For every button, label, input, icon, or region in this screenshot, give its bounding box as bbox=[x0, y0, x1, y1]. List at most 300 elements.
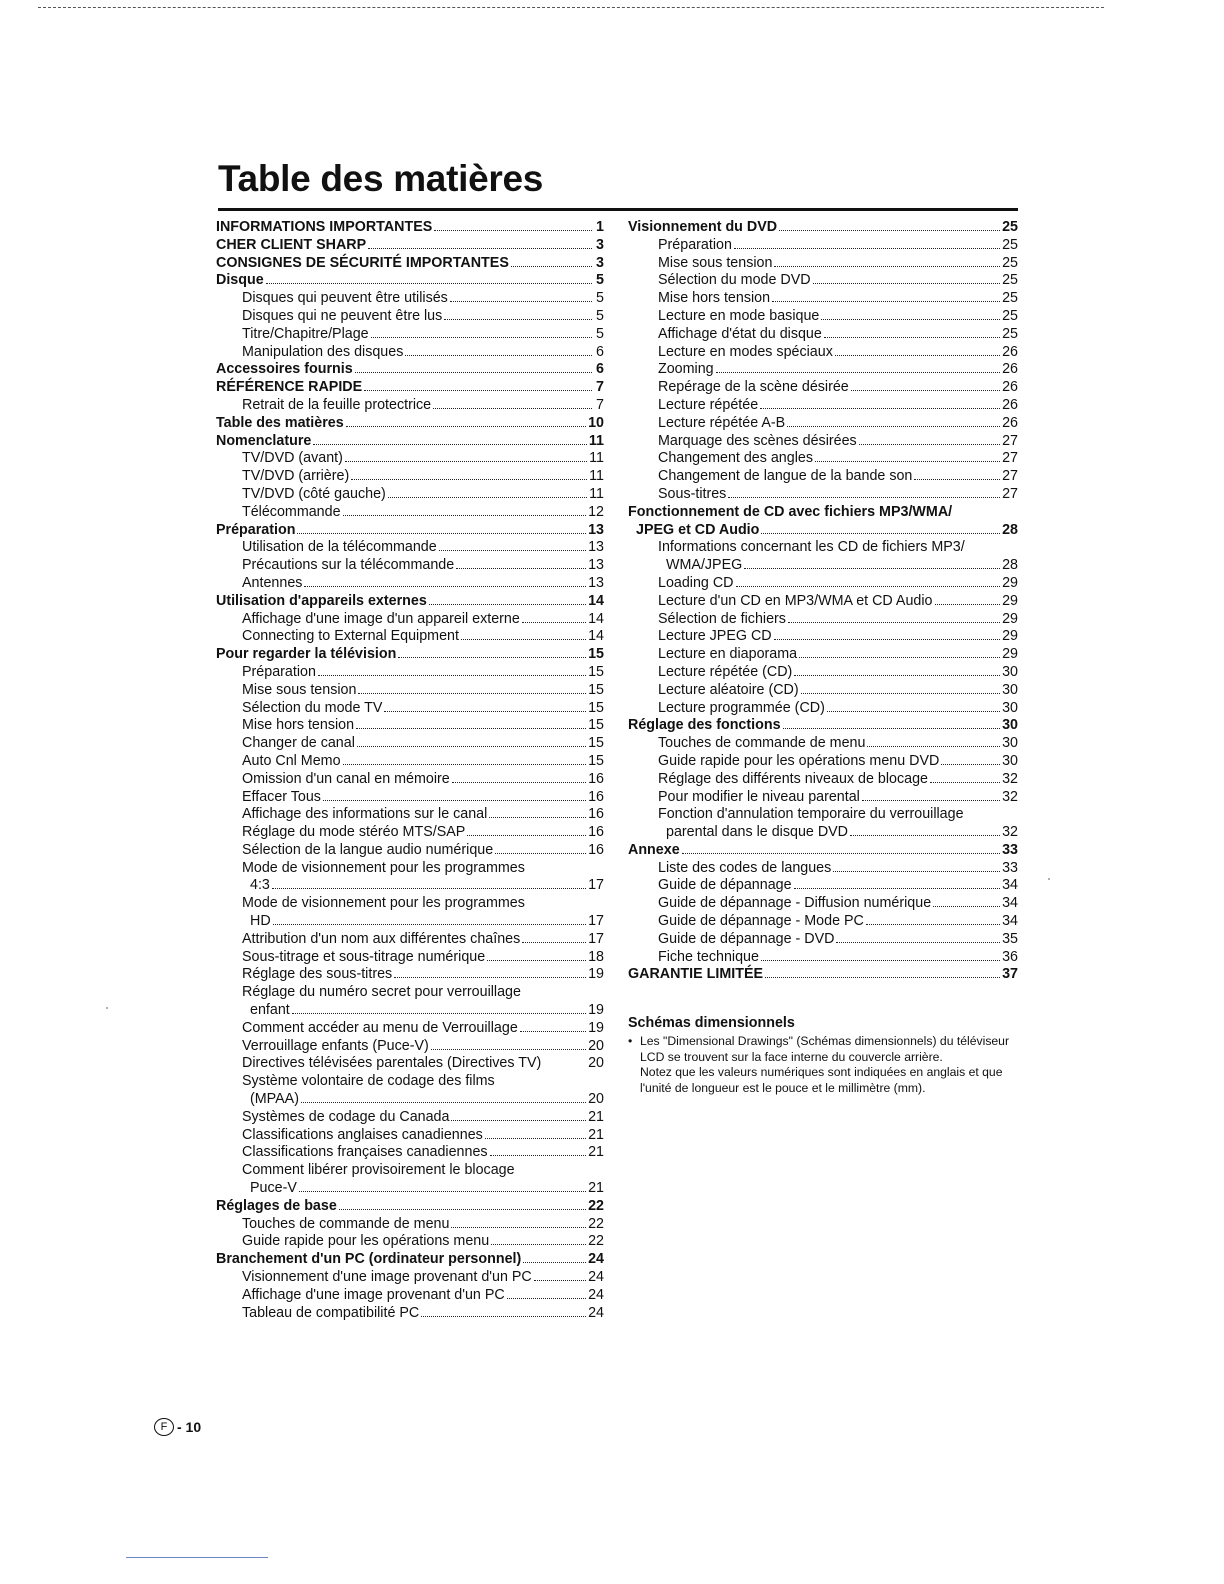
toc-entry bbox=[216, 611, 604, 629]
toc-page-number: 13 bbox=[588, 521, 604, 538]
toc-entry-label: Réglages de base bbox=[216, 1197, 337, 1214]
dot-leader bbox=[358, 693, 586, 694]
toc-entry bbox=[216, 237, 604, 255]
toc-page-number: 14 bbox=[588, 628, 604, 645]
toc-entry-label: Touches de commande de menu bbox=[658, 735, 866, 752]
toc-entry-line bbox=[242, 1127, 604, 1145]
toc-entry-label: Informations concernant les CD de fichiers MP3/ bbox=[658, 539, 965, 556]
toc-entry-line bbox=[658, 789, 1018, 807]
toc-page-number: 21 bbox=[588, 1108, 604, 1125]
toc-entry bbox=[628, 575, 1018, 593]
dot-leader bbox=[728, 497, 1000, 498]
toc-entry bbox=[216, 824, 604, 842]
toc-page-number: 22 bbox=[588, 1197, 604, 1214]
toc-page-number: 27 bbox=[1002, 485, 1018, 502]
dot-leader bbox=[266, 283, 592, 284]
toc-page-number: 16 bbox=[588, 770, 604, 787]
toc-entry-line bbox=[242, 575, 604, 593]
toc-page-number: 7 bbox=[596, 379, 604, 396]
toc-entry bbox=[216, 1251, 604, 1269]
toc-entry-last-line bbox=[628, 522, 1018, 540]
toc-entry-label: Affichage d'une image d'un appareil externe bbox=[242, 610, 520, 627]
toc-entry-label: Préparation bbox=[242, 663, 316, 680]
toc-entry-label-continued: parental dans le disque DVD bbox=[666, 824, 848, 841]
dot-leader bbox=[850, 835, 1000, 836]
toc-entry-line bbox=[658, 771, 1018, 789]
dot-leader bbox=[394, 977, 586, 978]
toc-entry-last-line bbox=[242, 1002, 604, 1020]
dot-leader bbox=[313, 444, 587, 445]
toc-entry-line bbox=[242, 1109, 604, 1127]
toc-entry bbox=[216, 664, 604, 682]
toc-entry bbox=[628, 611, 1018, 629]
toc-entry-label: Affichage des informations sur le canal bbox=[242, 806, 488, 823]
toc-entry bbox=[216, 575, 604, 593]
toc-page-number: 30 bbox=[1002, 663, 1018, 680]
toc-entry-label: Tableau de compatibilité PC bbox=[242, 1304, 420, 1321]
toc-entry bbox=[628, 361, 1018, 379]
toc-entry-label: Guide rapide pour les opérations menu DVD bbox=[658, 752, 940, 769]
toc-entry bbox=[628, 539, 1018, 575]
toc-entry-label: Omission d'un canal en mémoire bbox=[242, 770, 450, 787]
toc-entry-last-line bbox=[242, 1180, 604, 1198]
toc-entry-label: Sous-titrage et sous-titrage numérique bbox=[242, 948, 486, 965]
toc-entry-label: Utilisation d'appareils externes bbox=[216, 592, 427, 609]
toc-entry bbox=[628, 895, 1018, 913]
toc-page-number: 33 bbox=[1002, 859, 1018, 876]
dot-leader bbox=[774, 266, 1000, 267]
dot-leader bbox=[346, 426, 586, 427]
toc-entry-first-line bbox=[242, 895, 604, 913]
toc-entry-first-line bbox=[242, 1073, 604, 1091]
dot-leader bbox=[682, 853, 1000, 854]
toc-entry bbox=[628, 700, 1018, 718]
toc-page-number: 30 bbox=[1002, 699, 1018, 716]
toc-entry bbox=[216, 308, 604, 326]
toc-entry-label: Lecture aléatoire (CD) bbox=[658, 681, 799, 698]
toc-page-number: 15 bbox=[588, 681, 604, 698]
toc-entry bbox=[628, 290, 1018, 308]
toc-entry-label: TV/DVD (avant) bbox=[242, 450, 343, 467]
toc-entry-label: Liste des codes de langues bbox=[658, 859, 832, 876]
toc-page-number: 5 bbox=[596, 325, 604, 342]
toc-entry-line bbox=[216, 237, 604, 255]
toc-entry-line bbox=[216, 219, 604, 237]
page-title: Table des matières bbox=[218, 158, 544, 199]
toc-page-number: 27 bbox=[1002, 450, 1018, 467]
toc-entry-first-line bbox=[628, 504, 1018, 522]
toc-entry-line bbox=[658, 877, 1018, 895]
toc-entry-label: Lecture répétée A-B bbox=[658, 414, 786, 431]
toc-page-number: 32 bbox=[1002, 770, 1018, 787]
toc-entry-line bbox=[658, 860, 1018, 878]
dot-leader bbox=[292, 1013, 586, 1014]
toc-entry-label: Préparation bbox=[216, 521, 296, 538]
toc-entry-label: Réglage des fonctions bbox=[628, 717, 781, 734]
toc-page-number: 16 bbox=[588, 841, 604, 858]
toc-page-number: 22 bbox=[588, 1233, 604, 1250]
toc-page-number: 32 bbox=[1002, 788, 1018, 805]
toc-entry bbox=[216, 1162, 604, 1198]
toc-page-number: 5 bbox=[596, 272, 604, 289]
toc-entry bbox=[628, 717, 1018, 735]
toc-entry-label: Préparation bbox=[658, 236, 732, 253]
toc-entry-line bbox=[216, 1251, 604, 1269]
toc-entry-label: Nomenclature bbox=[216, 432, 312, 449]
dot-leader bbox=[794, 888, 1001, 889]
toc-entry-line bbox=[242, 771, 604, 789]
toc-entry-label: Lecture en mode basique bbox=[658, 307, 820, 324]
toc-entry bbox=[216, 1198, 604, 1216]
toc-entry-line bbox=[242, 344, 604, 362]
toc-entry bbox=[216, 326, 604, 344]
toc-entry bbox=[216, 1109, 604, 1127]
dot-leader bbox=[301, 1102, 586, 1103]
toc-entry-line bbox=[658, 308, 1018, 326]
bottom-rule bbox=[126, 1557, 268, 1558]
toc-page-number: 25 bbox=[1002, 325, 1018, 342]
toc-entry bbox=[216, 539, 604, 557]
dot-leader bbox=[371, 337, 592, 338]
toc-page-number: 12 bbox=[588, 503, 604, 520]
toc-entry-line bbox=[658, 735, 1018, 753]
toc-entry bbox=[216, 1055, 604, 1073]
toc-page-number: 11 bbox=[589, 485, 604, 502]
toc-entry bbox=[628, 379, 1018, 397]
toc-entry-label: Guide de dépannage - Diffusion numérique bbox=[658, 895, 932, 912]
toc-entry-line bbox=[242, 1038, 604, 1056]
toc-entry-label: Réglage du numéro secret pour verrouillage bbox=[242, 984, 521, 1001]
toc-page-number: 20 bbox=[588, 1091, 604, 1108]
toc-entry-label: Comment libérer provisoirement le blocage bbox=[242, 1162, 515, 1179]
dot-leader bbox=[339, 1209, 586, 1210]
toc-entry bbox=[216, 628, 604, 646]
toc-page-number: 11 bbox=[589, 468, 604, 485]
toc-entry-label: Mise hors tension bbox=[242, 717, 355, 734]
toc-entry-line bbox=[242, 842, 604, 860]
toc-entry-label: Lecture d'un CD en MP3/WMA et CD Audio bbox=[658, 592, 933, 609]
toc-entry-line bbox=[242, 397, 604, 415]
toc-entry-line bbox=[242, 1144, 604, 1162]
toc-page-number: 10 bbox=[588, 414, 604, 431]
toc-entry bbox=[628, 344, 1018, 362]
toc-entry bbox=[216, 895, 604, 931]
toc-entry bbox=[628, 628, 1018, 646]
toc-entry-line bbox=[628, 717, 1018, 735]
toc-entry-line bbox=[242, 949, 604, 967]
toc-entry-label: Antennes bbox=[242, 574, 303, 591]
dot-leader bbox=[534, 1280, 586, 1281]
toc-entry-label: Télécommande bbox=[242, 503, 341, 520]
toc-entry bbox=[216, 717, 604, 735]
dot-leader bbox=[772, 301, 1000, 302]
toc-page-number: 1 bbox=[596, 219, 604, 235]
toc-entry-label: Changer de canal bbox=[242, 735, 355, 752]
toc-entry-line bbox=[216, 255, 604, 273]
toc-entry-label: Réglage des sous-titres bbox=[242, 966, 393, 983]
dot-leader bbox=[357, 746, 586, 747]
dot-leader bbox=[467, 835, 586, 836]
toc-entry-line bbox=[242, 557, 604, 575]
dot-leader bbox=[799, 657, 1000, 658]
dot-leader bbox=[398, 657, 586, 658]
toc-entry-label: Mode de visionnement pour les programmes bbox=[242, 859, 525, 876]
dot-leader bbox=[779, 230, 1000, 231]
dot-leader bbox=[456, 568, 586, 569]
toc-entry-last-line bbox=[658, 557, 1018, 575]
dot-leader bbox=[491, 1244, 586, 1245]
toc-page-number: 27 bbox=[1002, 468, 1018, 485]
toc-entry-line bbox=[628, 966, 1018, 984]
dot-leader bbox=[794, 675, 1000, 676]
toc-entry bbox=[216, 771, 604, 789]
dot-leader bbox=[941, 764, 1000, 765]
toc-entry bbox=[216, 255, 604, 273]
toc-entry bbox=[216, 468, 604, 486]
toc-entry bbox=[216, 700, 604, 718]
toc-entry-line bbox=[658, 628, 1018, 646]
toc-page-number: 19 bbox=[588, 1019, 604, 1036]
dot-leader bbox=[421, 1316, 586, 1317]
toc-page-number: 28 bbox=[1002, 557, 1018, 574]
toc-entry-label: Sélection du mode TV bbox=[242, 699, 383, 716]
toc-right-entries bbox=[628, 219, 1018, 984]
toc-entry-line bbox=[658, 682, 1018, 700]
toc-entry-label: Affichage d'une image provenant d'un PC bbox=[242, 1286, 505, 1303]
toc-page-number: 20 bbox=[588, 1037, 604, 1054]
toc-entry-label: Guide rapide pour les opérations menu bbox=[242, 1233, 490, 1250]
dot-leader bbox=[824, 337, 1000, 338]
toc-entry bbox=[216, 486, 604, 504]
toc-page-number: 24 bbox=[588, 1269, 604, 1286]
note-body bbox=[628, 1034, 1018, 1096]
toc-entry bbox=[628, 931, 1018, 949]
toc-entry-line bbox=[242, 628, 604, 646]
toc-entry-line bbox=[242, 700, 604, 718]
dot-leader bbox=[297, 533, 586, 534]
scan-speck bbox=[106, 1007, 108, 1009]
toc-page-number: 26 bbox=[1002, 361, 1018, 378]
toc-entry bbox=[216, 931, 604, 949]
toc-entry-line bbox=[658, 450, 1018, 468]
toc-entry-line bbox=[216, 646, 604, 664]
toc-entry bbox=[216, 1216, 604, 1234]
toc-entry-line bbox=[242, 1287, 604, 1305]
dot-leader bbox=[859, 444, 1000, 445]
note-title: Schémas dimensionnels bbox=[628, 1015, 795, 1032]
toc-entry-line bbox=[242, 450, 604, 468]
dot-leader bbox=[522, 942, 586, 943]
toc-page-number: 16 bbox=[588, 788, 604, 805]
dot-leader bbox=[930, 782, 1000, 783]
dot-leader bbox=[452, 782, 586, 783]
dot-leader bbox=[434, 230, 592, 231]
toc-entry-line bbox=[242, 539, 604, 557]
dot-leader bbox=[851, 390, 1000, 391]
toc-page-number: 15 bbox=[588, 699, 604, 716]
toc-entry bbox=[628, 433, 1018, 451]
dot-leader bbox=[384, 711, 586, 712]
toc-entry-first-line bbox=[658, 806, 1018, 824]
toc-page-number: 16 bbox=[588, 806, 604, 823]
dot-leader bbox=[862, 800, 1000, 801]
toc-entry bbox=[628, 237, 1018, 255]
toc-entry-label: Manipulation des disques bbox=[242, 343, 404, 360]
toc-page-number: 20 bbox=[588, 1055, 604, 1072]
dot-leader bbox=[914, 479, 1000, 480]
dot-leader bbox=[522, 622, 586, 623]
toc-entry bbox=[628, 397, 1018, 415]
toc-entry-line bbox=[216, 522, 604, 540]
toc-entry-label: Pour regarder la télévision bbox=[216, 646, 397, 663]
toc-entry bbox=[216, 789, 604, 807]
toc-entry-label: Sélection du mode DVD bbox=[658, 272, 811, 289]
toc-entry bbox=[216, 557, 604, 575]
toc-entry-line bbox=[242, 824, 604, 842]
dot-leader bbox=[760, 408, 1000, 409]
toc-entry bbox=[216, 1305, 604, 1323]
toc-entry-last-line bbox=[242, 1091, 604, 1109]
toc-entry bbox=[628, 806, 1018, 842]
toc-entry-line bbox=[658, 700, 1018, 718]
toc-entry bbox=[628, 450, 1018, 468]
toc-page-number: 36 bbox=[1002, 948, 1018, 965]
dot-leader bbox=[774, 639, 1000, 640]
toc-page-number: 25 bbox=[1002, 236, 1018, 253]
toc-entry bbox=[216, 1144, 604, 1162]
toc-entry-line bbox=[242, 753, 604, 771]
toc-entry bbox=[216, 397, 604, 415]
toc-entry bbox=[216, 966, 604, 984]
bullet-icon: • bbox=[628, 1034, 633, 1049]
toc-page-number: 14 bbox=[588, 610, 604, 627]
dot-leader bbox=[304, 586, 586, 587]
toc-page-number: 13 bbox=[588, 557, 604, 574]
toc-entry bbox=[628, 308, 1018, 326]
toc-page-number: 26 bbox=[1002, 343, 1018, 360]
toc-page-number: 29 bbox=[1002, 592, 1018, 609]
dot-leader bbox=[523, 1262, 586, 1263]
toc-entry-label: Accessoires fournis bbox=[216, 361, 353, 378]
toc-page-number: 21 bbox=[588, 1180, 604, 1197]
toc-page-number: 15 bbox=[588, 646, 604, 663]
dot-leader bbox=[511, 266, 592, 267]
toc-entry-line bbox=[658, 593, 1018, 611]
dot-leader bbox=[487, 960, 586, 961]
toc-entry bbox=[216, 1073, 604, 1109]
toc-entry-label: Visionnement du DVD bbox=[628, 219, 778, 235]
toc-entry-first-line bbox=[242, 1162, 604, 1180]
toc-entry-label: Disques qui ne peuvent être lus bbox=[242, 307, 443, 324]
toc-entry-line bbox=[216, 433, 604, 451]
toc-page-number: 17 bbox=[588, 930, 604, 947]
toc-entry-label: Table des matières bbox=[216, 414, 344, 431]
dot-leader bbox=[451, 1120, 586, 1121]
toc-entry-last-line bbox=[242, 913, 604, 931]
toc-entry-line bbox=[658, 468, 1018, 486]
toc-entry-line bbox=[658, 753, 1018, 771]
toc-page-number: 16 bbox=[588, 824, 604, 841]
toc-entry-line bbox=[658, 664, 1018, 682]
toc-entry-label: Connecting to External Equipment bbox=[242, 628, 459, 645]
toc-entry-label: RÉFÉRENCE RAPIDE bbox=[216, 379, 363, 396]
dot-leader bbox=[495, 853, 586, 854]
toc-page-number: 29 bbox=[1002, 574, 1018, 591]
toc-entry bbox=[628, 949, 1018, 967]
toc-entry-label: Guide de dépannage - Mode PC bbox=[658, 913, 864, 930]
toc-entry bbox=[628, 646, 1018, 664]
toc-entry-line bbox=[216, 593, 604, 611]
toc-entry bbox=[216, 1287, 604, 1305]
toc-entry-label: Guide de dépannage - DVD bbox=[658, 930, 835, 947]
title-rule bbox=[218, 208, 1018, 211]
note-paragraph-1-text: Les "Dimensional Drawings" (Schémas dimensionnels) du téléviseur LCD se trouvent sur la face interne du couvercle arrière. bbox=[640, 1034, 1010, 1064]
toc-page-number: 5 bbox=[596, 307, 604, 324]
toc-entry bbox=[216, 949, 604, 967]
toc-page-number: 17 bbox=[588, 877, 604, 894]
toc-page-number: 26 bbox=[1002, 396, 1018, 413]
toc-page-number: 25 bbox=[1002, 307, 1018, 324]
toc-entry bbox=[216, 344, 604, 362]
dot-leader bbox=[485, 1138, 586, 1139]
toc-entry-line bbox=[216, 1198, 604, 1216]
toc-entry bbox=[216, 290, 604, 308]
toc-page-number: 14 bbox=[588, 592, 604, 609]
toc-entry bbox=[628, 877, 1018, 895]
dot-leader bbox=[716, 372, 1000, 373]
toc-entry-label: CONSIGNES DE SÉCURITÉ IMPORTANTES bbox=[216, 254, 509, 271]
toc-entry bbox=[216, 1038, 604, 1056]
dot-leader bbox=[836, 942, 1000, 943]
toc-entry-line bbox=[242, 806, 604, 824]
dot-leader bbox=[429, 604, 586, 605]
toc-page-number: 19 bbox=[588, 1002, 604, 1019]
toc-page-number: 3 bbox=[596, 236, 604, 253]
dot-leader bbox=[833, 871, 1000, 872]
toc-page-number: 5 bbox=[596, 290, 604, 307]
toc-page-number: 11 bbox=[588, 432, 604, 449]
toc-entry-label: Mise sous tension bbox=[658, 254, 773, 271]
toc-entry bbox=[628, 486, 1018, 504]
toc-entry-line bbox=[658, 290, 1018, 308]
toc-entry-label: Fiche technique bbox=[658, 948, 759, 965]
toc-entry bbox=[216, 1233, 604, 1251]
toc-entry bbox=[628, 468, 1018, 486]
toc-entry bbox=[216, 504, 604, 522]
toc-entry-line bbox=[242, 290, 604, 308]
toc-entry-line bbox=[242, 682, 604, 700]
toc-entry-line bbox=[242, 308, 604, 326]
toc-entry bbox=[216, 646, 604, 664]
page-footer bbox=[154, 1418, 201, 1436]
toc-page-number: 18 bbox=[588, 948, 604, 965]
toc-column-left bbox=[216, 219, 604, 1322]
toc-entry-label: Réglage du mode stéréo MTS/SAP bbox=[242, 824, 466, 841]
toc-entry-label: Lecture JPEG CD bbox=[658, 628, 772, 645]
toc-entry bbox=[216, 860, 604, 896]
toc-entry-line bbox=[658, 931, 1018, 949]
toc-page-number: 15 bbox=[588, 735, 604, 752]
toc-page-number: 34 bbox=[1002, 895, 1018, 912]
toc-page-number: 26 bbox=[1002, 414, 1018, 431]
toc-entry-label: Repérage de la scène désirée bbox=[658, 379, 849, 396]
toc-entry-label: Sélection de fichiers bbox=[658, 610, 786, 627]
dot-leader bbox=[355, 372, 592, 373]
toc-entry bbox=[628, 966, 1018, 984]
toc-entry-label: Marquage des scènes désirées bbox=[658, 432, 857, 449]
toc-entry bbox=[216, 361, 604, 379]
toc-entry bbox=[216, 735, 604, 753]
